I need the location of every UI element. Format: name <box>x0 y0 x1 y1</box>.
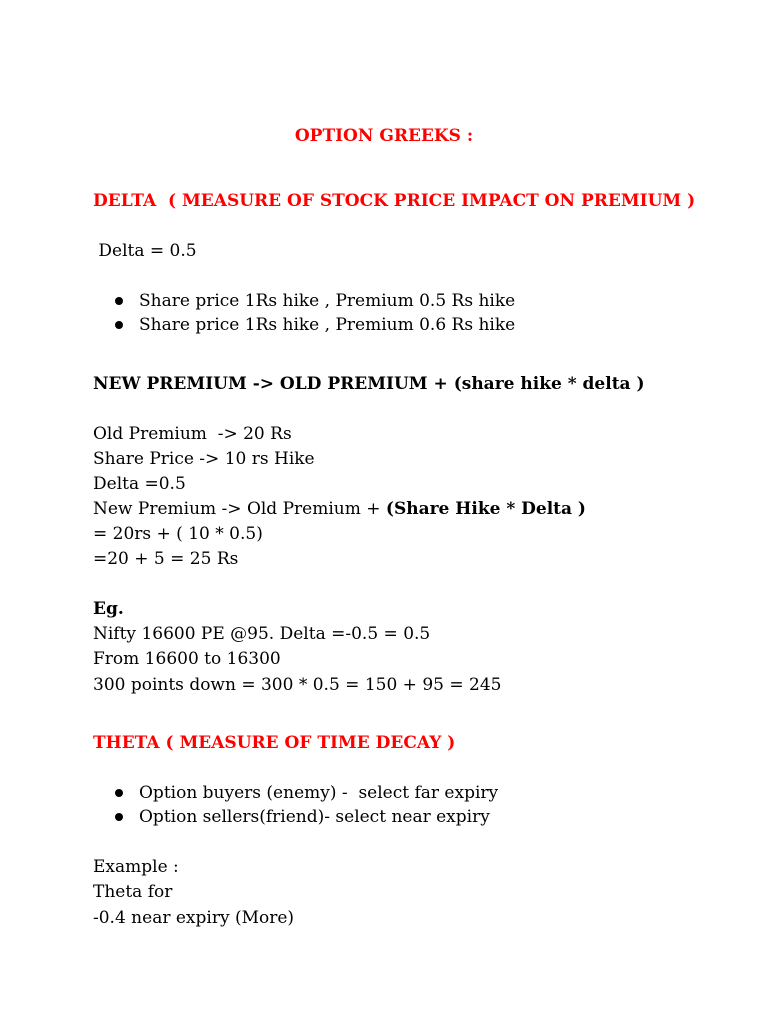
bullet-icon <box>115 297 123 305</box>
theta-heading: THETA ( MEASURE OF TIME DECAY ) <box>93 733 456 753</box>
theta-example-label: Example : <box>93 857 179 877</box>
delta-formula: NEW PREMIUM -> OLD PREMIUM + (share hike * delta ) <box>93 374 645 394</box>
bullet-icon <box>115 321 123 329</box>
theta-bullet-2: Option sellers(friend)- select near expiry <box>139 807 490 827</box>
bullet-icon <box>115 813 123 821</box>
example-line-3: 300 points down = 300 * 0.5 = 150 + 95 = 245 <box>93 675 502 695</box>
delta-bullet-1: Share price 1Rs hike , Premium 0.5 Rs hike <box>139 291 516 311</box>
theta-bullet-1: Option buyers (enemy) - select far expiry <box>139 783 499 803</box>
example-label: Eg. <box>93 599 124 619</box>
new-premium-line <box>93 499 586 519</box>
new-premium-bold: (Share Hike * Delta ) <box>385 499 586 519</box>
delta-bullet-2: Share price 1Rs hike , Premium 0.6 Rs hike <box>139 315 516 335</box>
calc-step-2: =20 + 5 = 25 Rs <box>93 549 239 569</box>
calc-step-1: = 20rs + ( 10 * 0.5) <box>93 524 263 544</box>
theta-line-2: -0.4 near expiry (More) <box>93 908 295 928</box>
delta-heading: DELTA ( MEASURE OF STOCK PRICE IMPACT ON PREMIUM ) <box>93 191 696 211</box>
old-premium-line: Old Premium -> 20 Rs <box>93 424 292 444</box>
share-price-line: Share Price -> 10 rs Hike <box>93 449 315 469</box>
bullet-icon <box>115 789 123 797</box>
new-premium-prefix: New Premium -> Old Premium + <box>93 499 386 519</box>
theta-line-1: Theta for <box>93 882 173 902</box>
page-title: OPTION GREEKS : <box>294 126 474 146</box>
example-line-1: Nifty 16600 PE @95. Delta =-0.5 = 0.5 <box>93 624 431 644</box>
example-line-2: From 16600 to 16300 <box>93 649 281 669</box>
delta-line: Delta =0.5 <box>93 474 186 494</box>
delta-value-line: Delta = 0.5 <box>93 241 197 261</box>
